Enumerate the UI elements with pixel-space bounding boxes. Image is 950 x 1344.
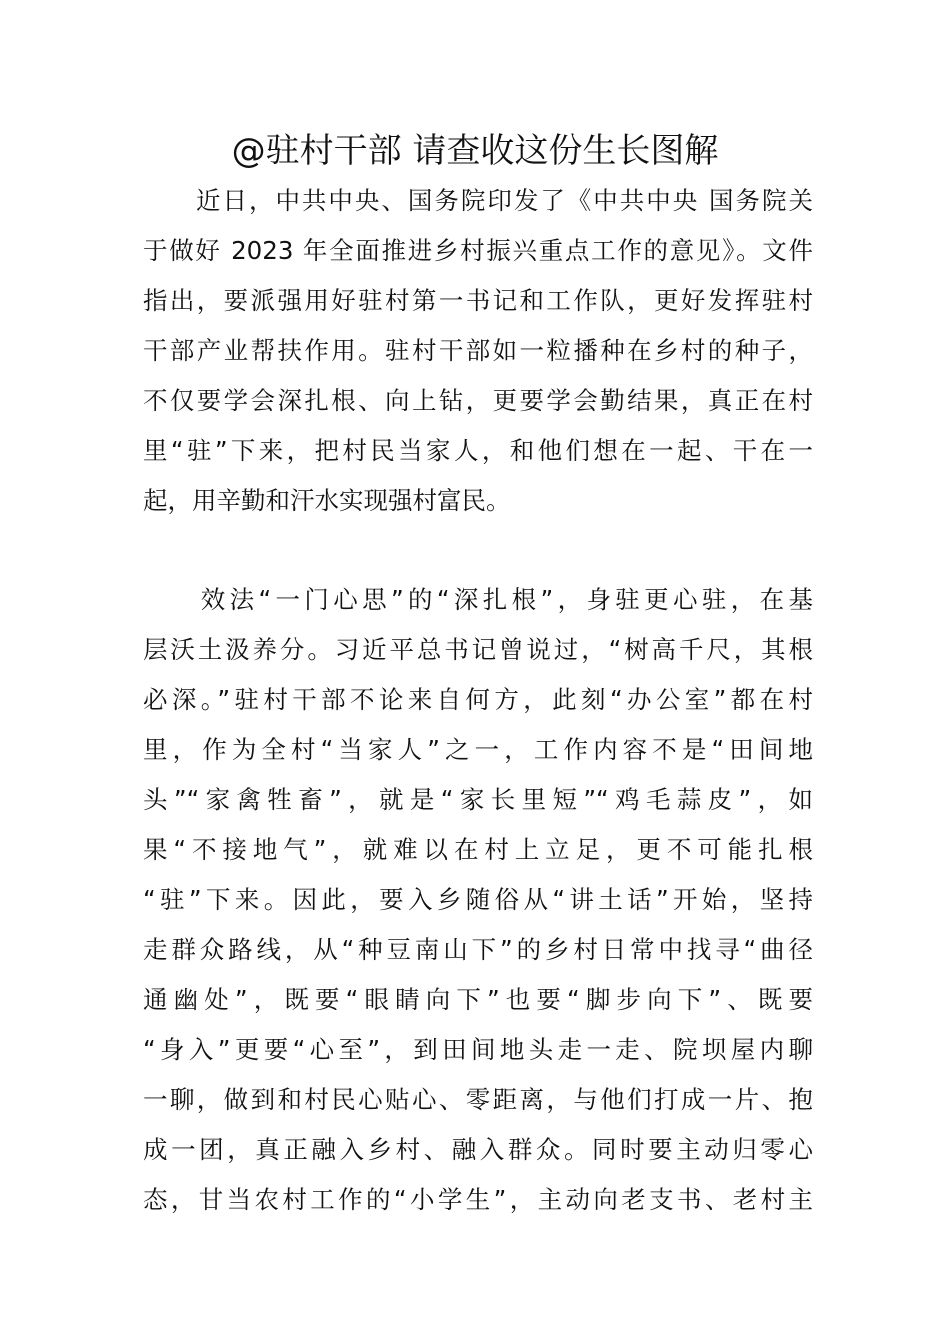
paragraph-line: 近日，中共中央、国务院印发了《中共中央 国务院关 bbox=[143, 186, 813, 215]
paragraph-line: 里，作为全村“当家人”之一，工作内容不是“田间地 bbox=[143, 735, 813, 764]
paragraph-line: “驻”下来。因此，要入乡随俗从“讲土话”开始，坚持 bbox=[143, 885, 813, 914]
paragraph-line: 起，用辛勤和汗水实现强村富民。 bbox=[143, 486, 511, 515]
paragraph-line: 不仅要学会深扎根、向上钻，更要学会勤结果，真正在村 bbox=[143, 386, 813, 415]
paragraph-line: “身入”更要“心至”，到田间地头走一走、院坝屋内聊 bbox=[143, 1035, 813, 1064]
paragraph-line: 效法“一门心思”的“深扎根”，身驻更心驻，在基 bbox=[143, 585, 813, 614]
paragraph-line: 走群众路线，从“种豆南山下”的乡村日常中找寻“曲径 bbox=[143, 935, 813, 964]
paragraph-line: 态，甘当农村工作的“小学生”，主动向老支书、老村主 bbox=[143, 1185, 813, 1214]
paragraph-line: 果“不接地气”，就难以在村上立足，更不可能扎根 bbox=[143, 835, 813, 864]
document-title: @驻村干部 请查收这份生长图解 bbox=[231, 131, 719, 171]
paragraph-line: 一聊，做到和村民心贴心、零距离，与他们打成一片、抱 bbox=[143, 1085, 813, 1114]
paragraph-line: 成一团，真正融入乡村、融入群众。同时要主动归零心 bbox=[143, 1135, 813, 1164]
paragraph-line: 必深。”驻村干部不论来自何方，此刻“办公室”都在村 bbox=[143, 685, 813, 714]
paragraph-line: 层沃土汲养分。习近平总书记曾说过，“树高千尺，其根 bbox=[143, 635, 813, 664]
paragraph-line: 指出，要派强用好驻村第一书记和工作队，更好发挥驻村 bbox=[143, 286, 813, 315]
paragraph-line: 头”“家禽牲畜”，就是“家长里短”“鸡毛蒜皮”，如 bbox=[143, 785, 813, 814]
paragraph-line: 干部产业帮扶作用。驻村干部如一粒播种在乡村的种子， bbox=[143, 336, 813, 365]
paragraph-line: 于做好 2023 年全面推进乡村振兴重点工作的意见》。文件 bbox=[143, 236, 813, 265]
paragraph-line: 通幽处”，既要“眼睛向下”也要“脚步向下”、既要 bbox=[143, 985, 813, 1014]
paragraph-line: 里“驻”下来，把村民当家人，和他们想在一起、干在一 bbox=[143, 436, 813, 465]
